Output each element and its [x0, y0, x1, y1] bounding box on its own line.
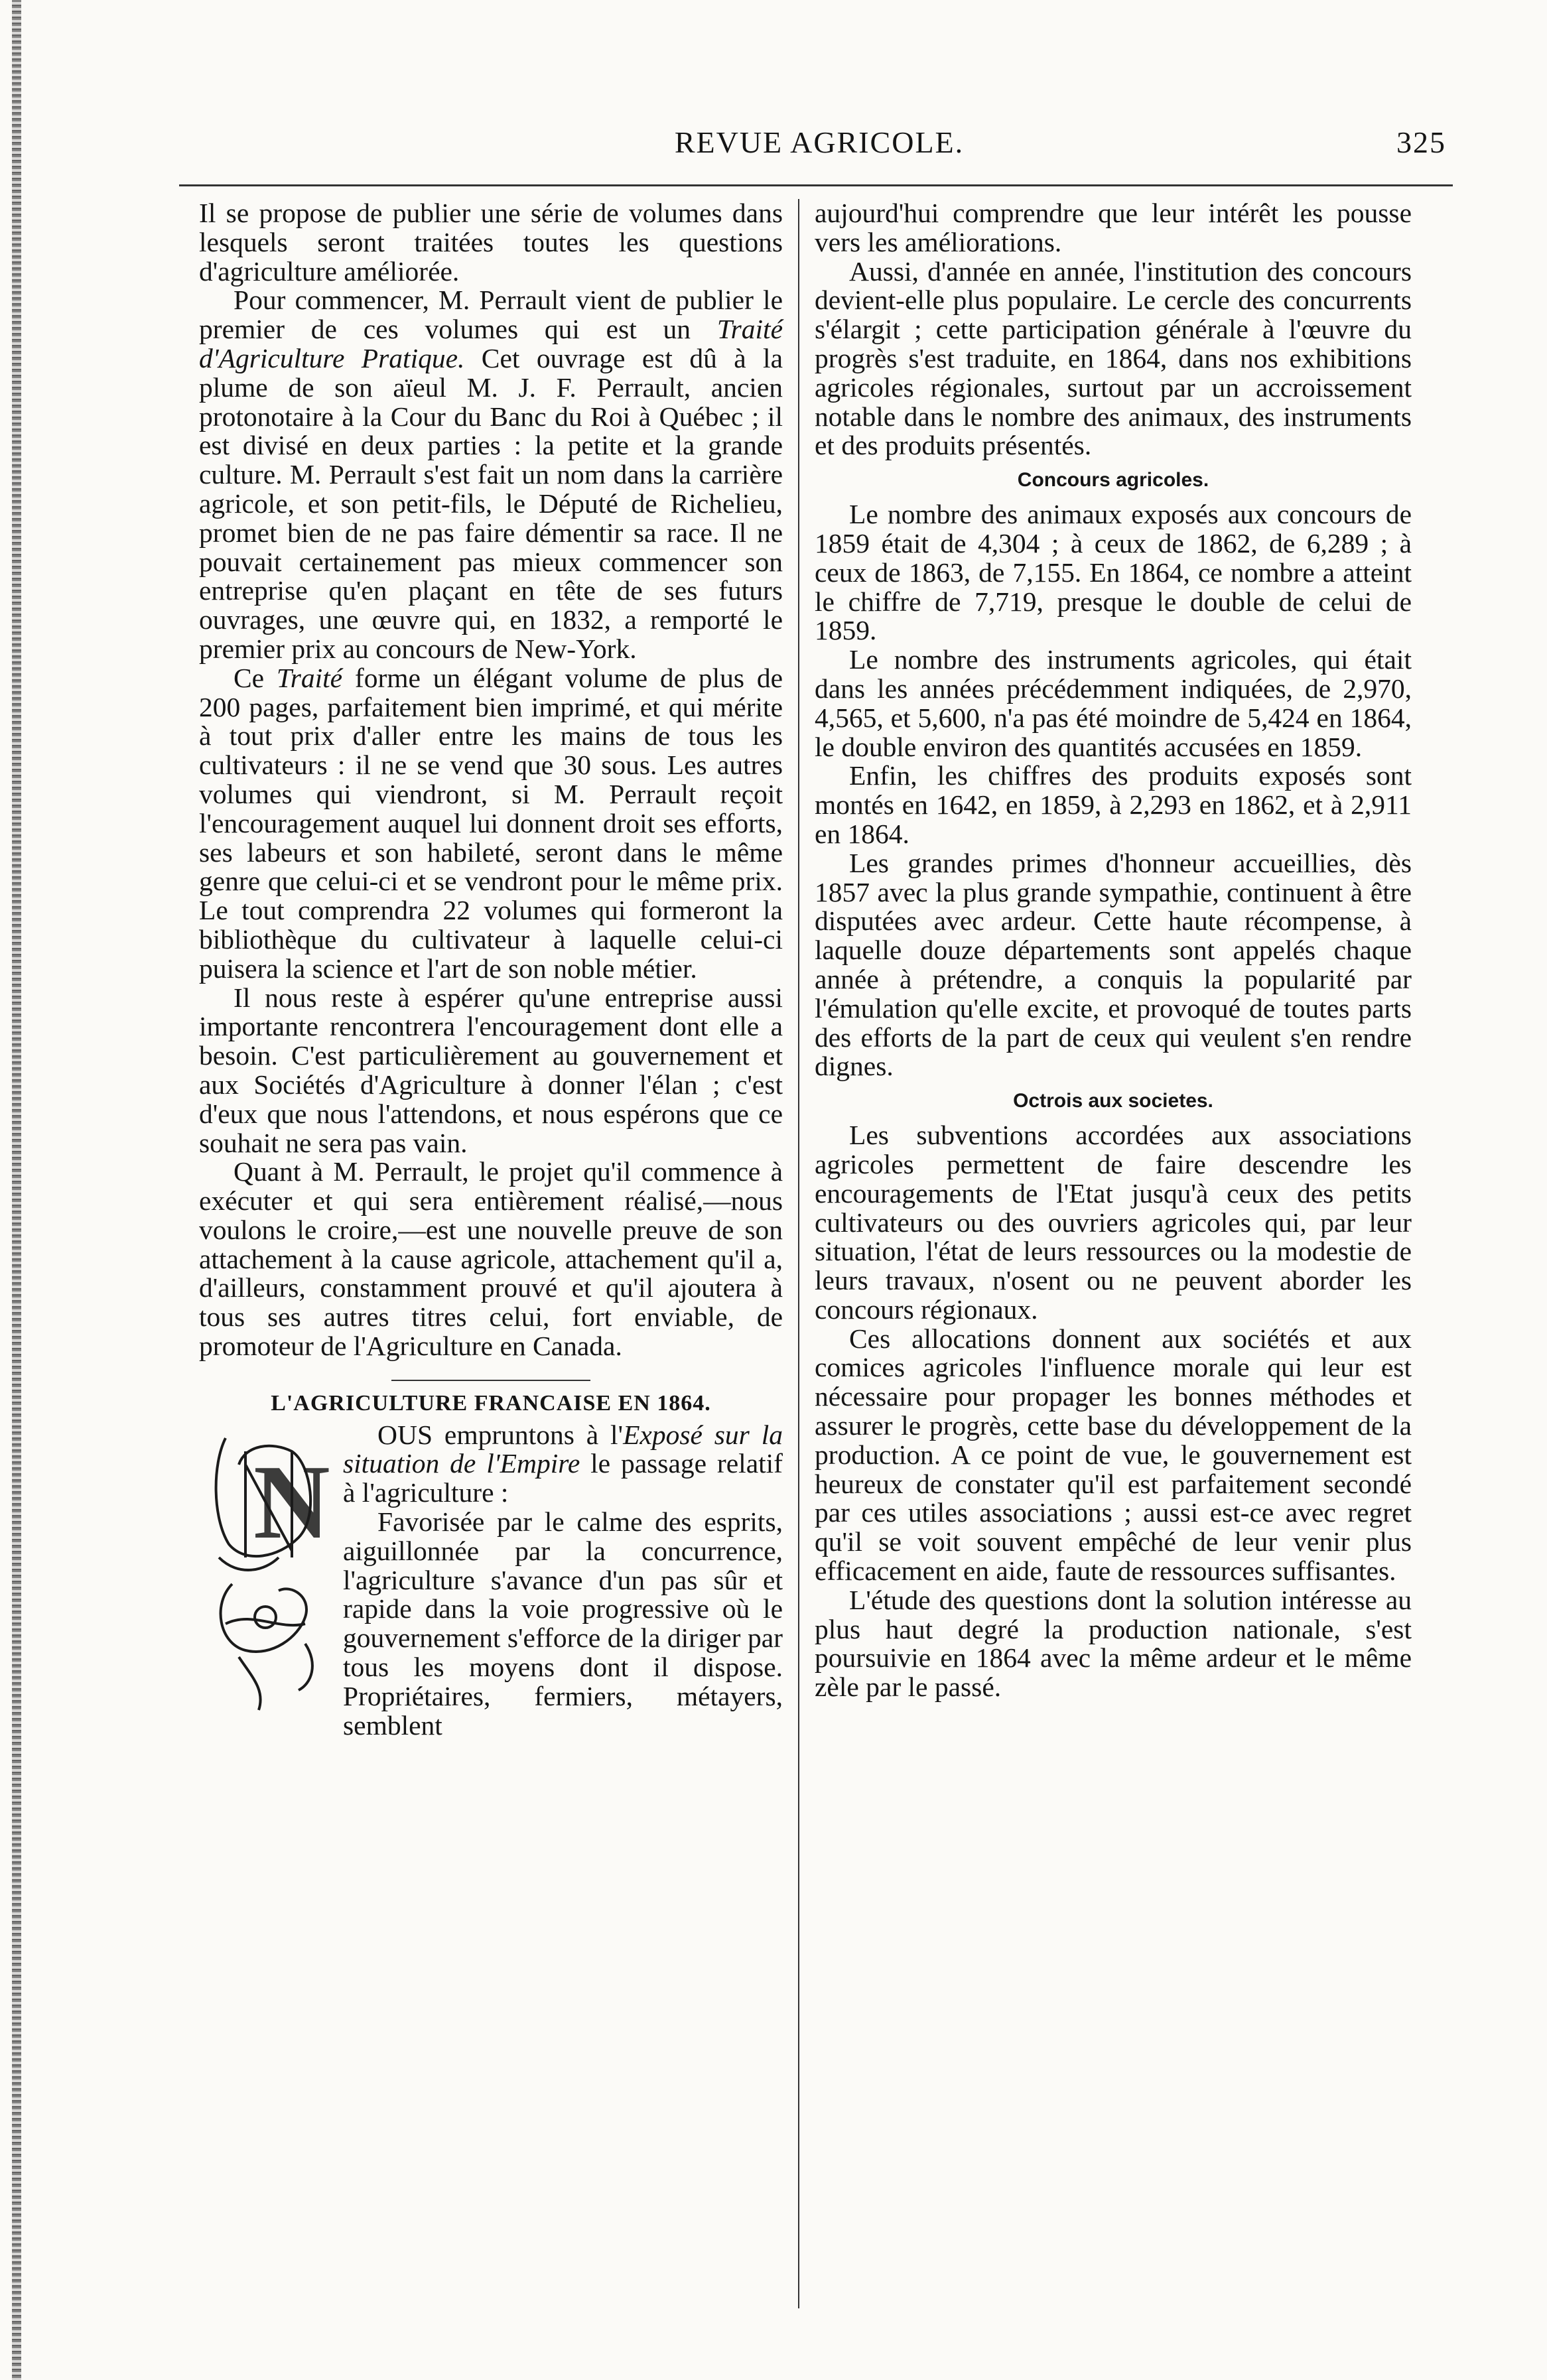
paragraph: Quant à M. Perrault, le projet qu'il commence à exécuter et qui sera entièrement réalisé,—nous voulons le croire,—est une nouvelle preuve de son attachement à la cause agricole, attachement qu'il a, d'ailleurs, constamment prouvé et qu'il ajoutera à tous ses autres titres celui, fort enviable, de promoteur de l'Agriculture en Canada. [199, 1156, 783, 1362]
italic-title: Traité d'Agriculture Pratique. [199, 314, 783, 373]
ornamental-dropcap-icon [199, 1425, 335, 1730]
paragraph: Le nombre des animaux exposés aux concours de 1859 était de 4,304 ; à ceux de 1862, de 6,289 ; à ceux de 1863, de 7,155. En 1864, ce nombre a atteint le chiffre de 7,719, presque le double de celui de 1859. [815, 499, 1412, 646]
paragraph: Enfin, les chiffres des produits exposés sont montés en 1642, en 1859, à 2,293 en 1862, et à 2,911 en 1864. [815, 760, 1412, 849]
left-column [199, 199, 783, 1740]
header-rule [179, 184, 1453, 186]
paragraph: Il se propose de publier une série de volumes dans lesquels seront traitées toutes les questions d'agriculture améliorée. [199, 198, 783, 287]
paragraph: Favorisée par le calme des esprits, aiguillonnée par la concurrence, l'agriculture s'avance d'un pas sûr et rapide dans la voie progressive où le gouvernement s'efforce de la diriger par tous les moyens dont il dispose. Propriétaires, fermiers, métayers, semblent [343, 1506, 783, 1741]
paragraph: Ces allocations donnent aux sociétés et aux comices agricoles l'influence morale qui leur est nécessaire pour propager les bonnes méthodes et assurer le progrès, cette base du développement de la production. A ce point de vue, le gouvernement est heureux de constater qu'il est parfaitement secondé par ces utiles associations ; aussi est-ce avec regret qu'il se voit souvent empêché de leur venir plus efficacement en aide, faute de ressources suffisantes. [815, 1323, 1412, 1587]
paragraph: Pour commencer, M. Perrault vient de publier le premier de ces volumes qui est un Traité d'Agriculture Pratique. Cet ouvrage est dû à la plume de son aïeul M. J. F. Perrault, ancien protonotaire à la Cour du Banc du Roi à Québec ; il est divisé en deux parties : la petite et la grande culture. M. Perrault s'est fait un nom dans la carrière agricole, et son petit-fils, le Député de Richelieu, promet bien de ne pas faire démentir sa race. Il ne pouvait certainement pas mieux commencer son entreprise qu'en plaçant en tête de ses futurs ouvrages, une œuvre qui, en 1832, a remporté le premier prix au concours de New-York. [199, 285, 783, 664]
section-rule [391, 1380, 590, 1381]
paragraph: Aussi, d'année en année, l'institution des concours devient-elle plus populaire. Le cercle des concurrents s'élargit ; cette participation générale à l'œuvre du progrès s'est traduite, en 1864, dans nos exhibitions agricoles régionales, surtout par un accroissement notable dans le nombre des animaux, des instruments et des produits présentés. [815, 255, 1412, 461]
section-intro: OUS empruntons à l'Exposé sur la situation de l'Empire le passage relatif à l'agriculture : [343, 1419, 783, 1508]
paragraph: aujourd'hui comprendre que leur intérêt les pousse vers les améliorations. [815, 198, 1412, 257]
dropcap-ornament-icon [199, 1425, 335, 1730]
paragraph: Les grandes primes d'honneur accueillies, dès 1857 avec la plus grande sympathie, continuent à être disputées avec ardeur. Cette haute récompense, à laquelle douze départements sont appelés chaque année à prétendre, a conquis la popularité par l'émulation qu'elle excite, et provoqué de toutes parts des efforts de la part de ceux qui veulent s'en rendre dignes. [815, 847, 1412, 1082]
italic-title: Traité [276, 662, 343, 693]
paragraph: Ce Traité forme un élégant volume de plus de 200 pages, parfaitement bien imprimé, et qui mérite à tout prix d'aller entre les mains de tous les cultivateurs : il ne se vend que 30 sous. Les autres volumes qui viendront, si M. Perrault reçoit l'encouragement auquel lui donnent droit ses efforts, ses labeurs et son habileté, seront dans le même genre que celui-ci et se vendront pour le même prix. Le tout comprendra 22 volumes qui formeront la bibliothèque du cultivateur à laquelle celui-ci puisera la science et l'art de son noble métier. [199, 662, 783, 984]
section-title: L'AGRICULTURE FRANCAISE EN 1864. [271, 1390, 711, 1416]
article-section [199, 1380, 783, 1741]
page-number: 325 [1396, 125, 1446, 159]
paragraph: Les subventions accordées aux associations agricoles permettent de faire descendre les encouragements de l'Etat jusqu'à ceux des petits cultivateurs ou des ouvriers agricoles qui, par leur situation, l'état de leurs ressources ou la modestie de leurs travaux, n'osent ou ne peuvent aborder les concours régionaux. [815, 1120, 1412, 1325]
journal-title: REVUE AGRICOLE. [674, 125, 965, 159]
right-column [815, 199, 1412, 1702]
subheading-concours: Concours agricoles. [1017, 469, 1209, 492]
paragraph: L'étude des questions dont la solution intéresse au plus haut degré la production nationale, s'est poursuivie en 1864 avec la même ardeur et le même zèle par le passé. [815, 1584, 1412, 1703]
paragraph: Le nombre des instruments agricoles, qui était dans les années précédemment indiquées, de 2,970, 4,565, et 5,600, n'a pas été moindre de 5,424 en 1864, le double environ des quantités accusées en 1859. [815, 644, 1412, 762]
running-header [192, 118, 1446, 171]
column-divider [798, 199, 799, 2308]
subheading-octrois: Octrois aux societes. [1013, 1090, 1213, 1112]
dropcap-letter: N [253, 1442, 330, 1561]
italic-reference: Exposé sur la situation de l'Empire [343, 1419, 783, 1479]
page-binding-edge [12, 0, 21, 2380]
paragraph: Il nous reste à espérer qu'une entreprise aussi importante rencontrera l'encouragement dont elle a besoin. C'est particulièrement au gouvernement et aux Sociétés d'Agriculture à donner l'élan ; c'est d'eux que nous l'attendons, et nous espérons que ce souhait ne sera pas vain. [199, 982, 783, 1158]
